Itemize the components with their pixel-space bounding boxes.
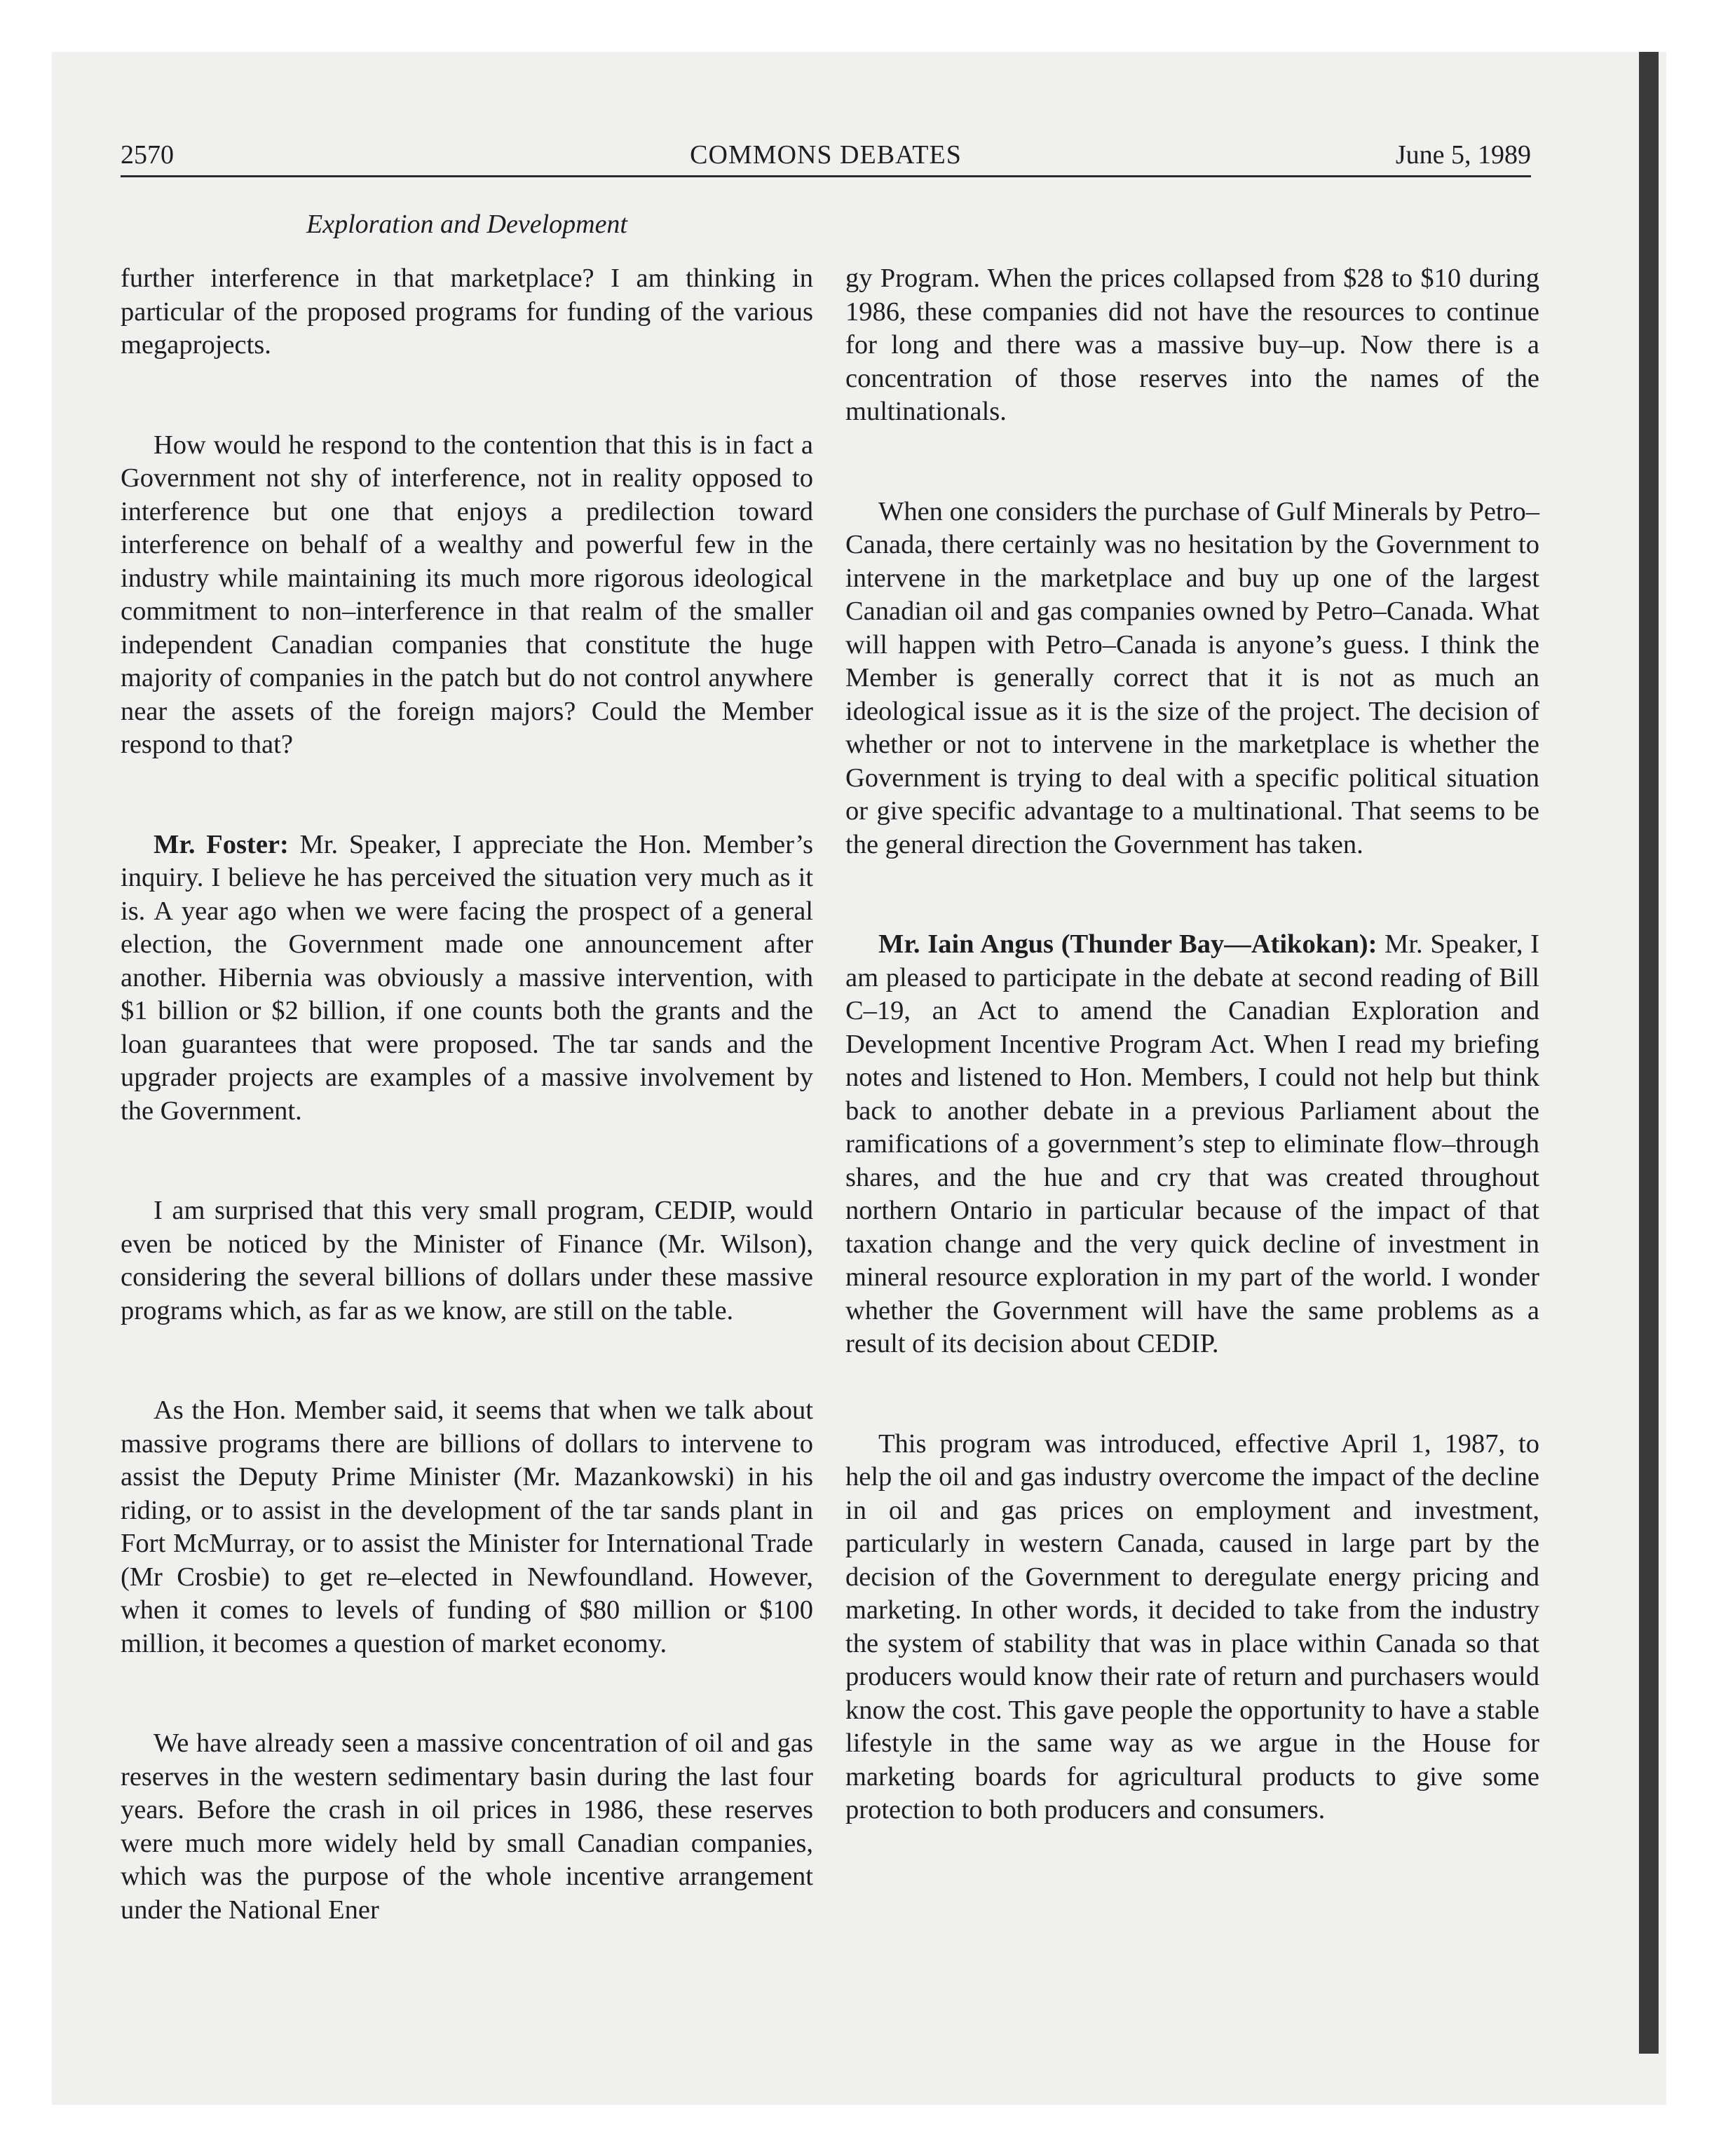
paragraph: I am surprised that this very small program, CEDIP, would even be noticed by the Minister of Finance (Mr. Wilson), considering the several billions of dollars under these massive programs which, as far as we know, are still on the table. <box>121 1196 813 1325</box>
paragraph: How would he respond to the contention that this is in fact a Government not shy of interference, not in reality opposed to interference but one that enjoys a predilection toward interference on behalf of a wealthy and powerful few in the industry while maintaining its much more rigorous ideological commitment to non–interference in that realm of the smaller independent Canadian companies that constitute the huge majority of companies in the patch but do not control anywhere near the assets of the foreign majors? Could the Member respond to that? <box>121 430 813 759</box>
paragraph: This program was introduced, effective April 1, 1987, to help the oil and gas industry overcome the impact of the decline in oil and gas prices on employment and investment, particularly in western Canada, caused in large part by the decision of the Government to deregulate energy pricing and marketing. In other words, it decided to take from the industry the system of stability that was in place within Canada so that producers would know their rate of return and purchasers would know the cost. This gave people the opportunity to have a stable lifestyle in the same way as we argue in the House for marketing boards for agricultural products to give some protection to both producers and consumers. <box>845 1428 1539 1824</box>
speaker-name: Mr. Foster: <box>154 829 289 859</box>
paragraph: further interference in that marketplace? I am thinking in particular of the proposed programs for funding of the various megaprojects. <box>121 264 813 360</box>
right-column <box>845 262 1539 1827</box>
paragraph: When one considers the purchase of Gulf Minerals by Petro–Canada, there certainly was no hesitation by the Government to intervene in the marketplace and buy up one of the largest Canadian oil and gas companies owned by Petro–Canada. What will happen with Petro–Canada is anyone’s guess. I think the Member is generally correct that it is not as much an ideological issue as it is the size of the project. The decision of whether or not to intervene in the marketplace is whether the Government is trying to deal with a specific political situation or give specific advantage to a multinational. That seems to be the general direction the Government has taken. <box>845 496 1539 859</box>
speaker-paragraph <box>121 828 813 1128</box>
paragraph: We have already seen a massive concentration of oil and gas reserves in the western sedimentary basin during the last four years. Before the crash in oil prices in 1986, these reserves were much more widely held by small Canadian companies, which was the purpose of the whole incentive arrangement under the National Ener <box>121 1728 813 1925</box>
page-edge-shadow <box>1639 52 1659 2054</box>
speaker-name: Mr. Iain Angus (Thunder Bay—Atikokan): <box>878 929 1377 959</box>
page-header <box>121 137 1531 178</box>
speaker-paragraph <box>845 928 1539 1361</box>
paragraph: As the Hon. Member said, it seems that when we talk about massive programs there are billions of dollars to intervene to assist the Deputy Prime Minister (Mr. Mazankowski) in his riding, or to assist in the development of the tar sands plant in Fort McMurray, or to assist the Minister for International Trade (Mr Crosbie) to get re–elected in Newfoundland. However, when it comes to levels of funding of $80 million or $100 million, it becomes a question of market economy. <box>121 1396 813 1658</box>
speech-text: Mr. Speaker, I appreciate the Hon. Member’s inquiry. I believe he has perceived the situation very much as it is. A year ago when we were facing the prospect of a general election, the Government made one announcement after another. Hibernia was obviously a massive intervention, with $1 billion or $2 billion, if one counts both the grants and the loan guarantees that were proposed. The tar sands and the upgrader projects are examples of a massive involvement by the Government. <box>121 829 813 1126</box>
page-number: 2570 <box>121 140 174 170</box>
page-date: June 5, 1989 <box>1395 140 1531 170</box>
speech-text: Mr. Speaker, I am pleased to participate in the debate at second reading of Bill C–19, an Act to amend the Canadian Exploration and Development Incentive Program Act. When I read my briefing notes and listened to Hon. Members, I could not help but think back to another debate in a previous Parliament about the ramifications of a government’s step to eliminate flow–through shares, and the hue and cry that was created throughout northern Ontario in particular because of the impact of that taxation change and the very quick decline of investment in mineral resource exploration in my part of the world. I wonder whether the Government will have the same problems as a result of its decision about CEDIP. <box>845 929 1539 1358</box>
paragraph: gy Program. When the prices collapsed from $28 to $10 during 1986, these companies did not have the resources to continue for long and there was a massive buy–up. Now there is a concentration of those reserves into the names of the multinationals. <box>845 264 1539 426</box>
left-column <box>121 262 813 1927</box>
header-rule <box>121 175 1531 177</box>
subject-heading: Exploration and Development <box>306 210 627 239</box>
publication-title: COMMONS DEBATES <box>690 140 962 170</box>
